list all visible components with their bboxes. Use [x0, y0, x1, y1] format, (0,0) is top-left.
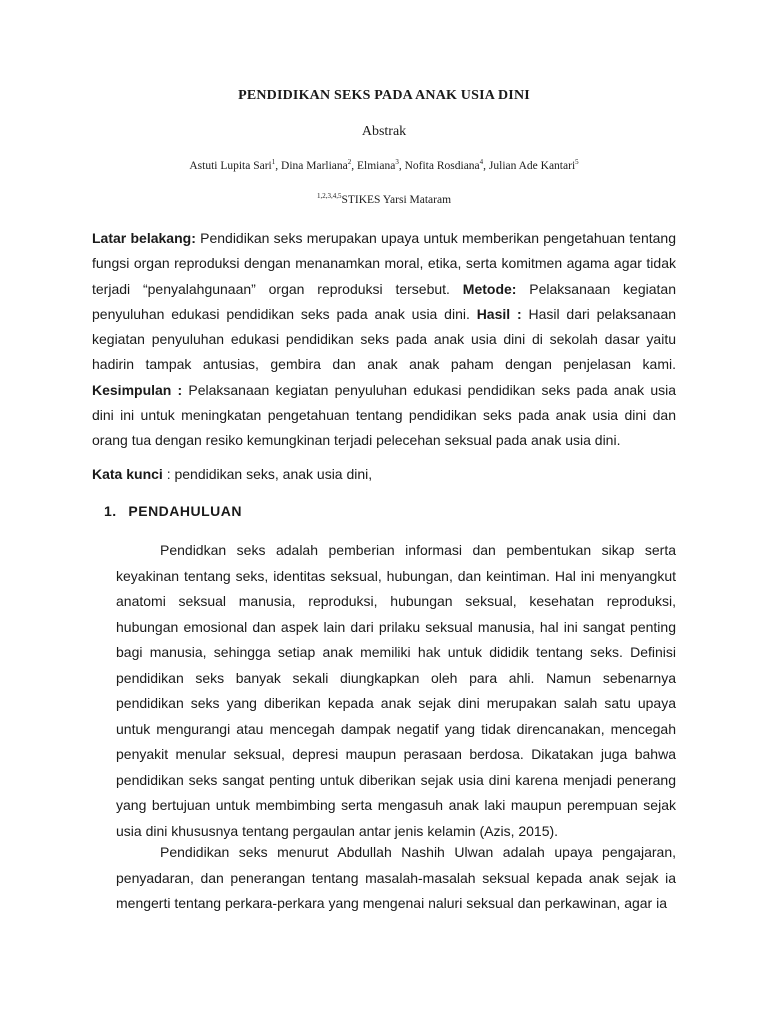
section-title: PENDAHULUAN	[128, 503, 243, 519]
paragraph-text: Pendidikan seks menurut Abdullah Nashih Ulwan adalah upaya pengajaran, penyadaran, dan penerangan tentang masalah-masalah seksual kepada anak sejak ia mengerti tentang perkara-perkara yang mengenai naluri seksual dan perkawinan, agar ia	[116, 844, 676, 911]
result-label: Hasil :	[476, 305, 522, 322]
author-separator: ,	[483, 160, 489, 172]
section-number: 1.	[104, 503, 117, 519]
author-affiliation-mark: 2	[347, 158, 352, 167]
background-label: Latar belakang:	[92, 230, 196, 246]
author-name: Astuti Lupita Sari	[189, 160, 272, 172]
author-affiliation-mark: 4	[479, 158, 484, 167]
author-separator: ,	[398, 160, 405, 172]
author-name: Dina Marliana	[281, 160, 348, 172]
method-text: Pelaksanaan kegiatan penyuluhan edukasi pendidikan seks pada anak usia dini.	[92, 280, 676, 322]
method-label: Metode:	[462, 280, 517, 297]
affiliation-mark: 1,2,3,4,5	[316, 192, 342, 201]
affiliation-name: STIKES Yarsi Mataram	[341, 194, 452, 206]
paper-title: PENDIDIKAN SEKS PADA ANAK USIA DINI	[238, 88, 530, 103]
keywords	[92, 466, 676, 482]
affiliation	[92, 194, 676, 206]
author-name: Elmiana	[357, 160, 396, 172]
author-affiliation-mark: 3	[395, 158, 399, 167]
background-text: Pendidikan seks merupakan upaya untuk memberikan pengetahuan tentang fungsi organ reproduksi dengan menanamkan moral, etika, serta komitmen agama agar tidak terjadi “penyalahgunaan” organ reproduksi tersebut.	[92, 230, 676, 297]
author-name: Nofita Rosdiana	[404, 160, 480, 172]
abstract-body	[92, 226, 676, 454]
conclusion-text: Pelaksanaan kegiatan penyuluhan edukasi pendidikan seks pada anak usia dini ini untuk meningkatan pengetahuan tentang pendidikan seks pada anak usia dini dan orang tua dengan resiko kemungkinan terjadi pelecehan seksual pada anak usia dini.	[92, 381, 677, 449]
author-separator: ,	[351, 160, 358, 172]
conclusion-label: Kesimpulan :	[92, 381, 183, 398]
author-list	[92, 160, 676, 172]
author-separator: ,	[275, 160, 282, 172]
paragraph-text: Pendidkan seks adalah pemberian informasi dan pembentukan sikap serta keyakinan tentang seks, identitas seksual, hubungan, dan keintiman. Hal ini menyangkut anatomi seksual manusia, reproduksi, hubungan seksual, kesehatan reproduksi, hubungan emosional dan aspek lain dari prilaku seksual manusia, hal ini sangat penting bagi manusia, sehingga setiap anak memiliki hak untuk dididik tentang seks. Definisi pendidikan seks banyak sekali diungkapkan oleh para ahli. Namun sebenarnya pendidikan seks yang diberikan kepada anak sejak dini merupakan salah satu upaya untuk mengurangi atau mencegah dampak negatif yang tidak direncanakan, mencegah penyakit menular seksual, depresi maupun perasaan berdosa. Dikatakan juga bahwa pendidikan seks sangat penting untuk diberikan sejak usia dini karena menjadi penerang yang bertujuan untuk membimbing serta mengasuh anak laki maupun perempuan sejak usia dini khususnya tentang pergaulan antar jenis kelamin (Azis, 2015).	[116, 542, 676, 839]
author-affiliation-mark: 5	[575, 158, 579, 167]
result-text: Hasil dari pelaksanaan kegiatan penyuluhan edukasi pendidikan seks pada anak usia dini di sekolah dasar yaitu hadirin tampak antusias, gembira dan anak anak paham dengan penjelasan kami.	[92, 305, 677, 373]
author-affiliation-mark: 1	[271, 158, 276, 167]
abstract-heading: Abstrak	[361, 124, 407, 139]
section-heading	[104, 503, 242, 519]
body-paragraph	[116, 538, 676, 844]
author-name: Julian Ade Kantari	[488, 160, 576, 172]
keywords-text: : pendidikan seks, anak usia dini,	[162, 466, 373, 482]
body-paragraph	[116, 840, 676, 917]
keywords-label: Kata kunci	[92, 466, 163, 482]
